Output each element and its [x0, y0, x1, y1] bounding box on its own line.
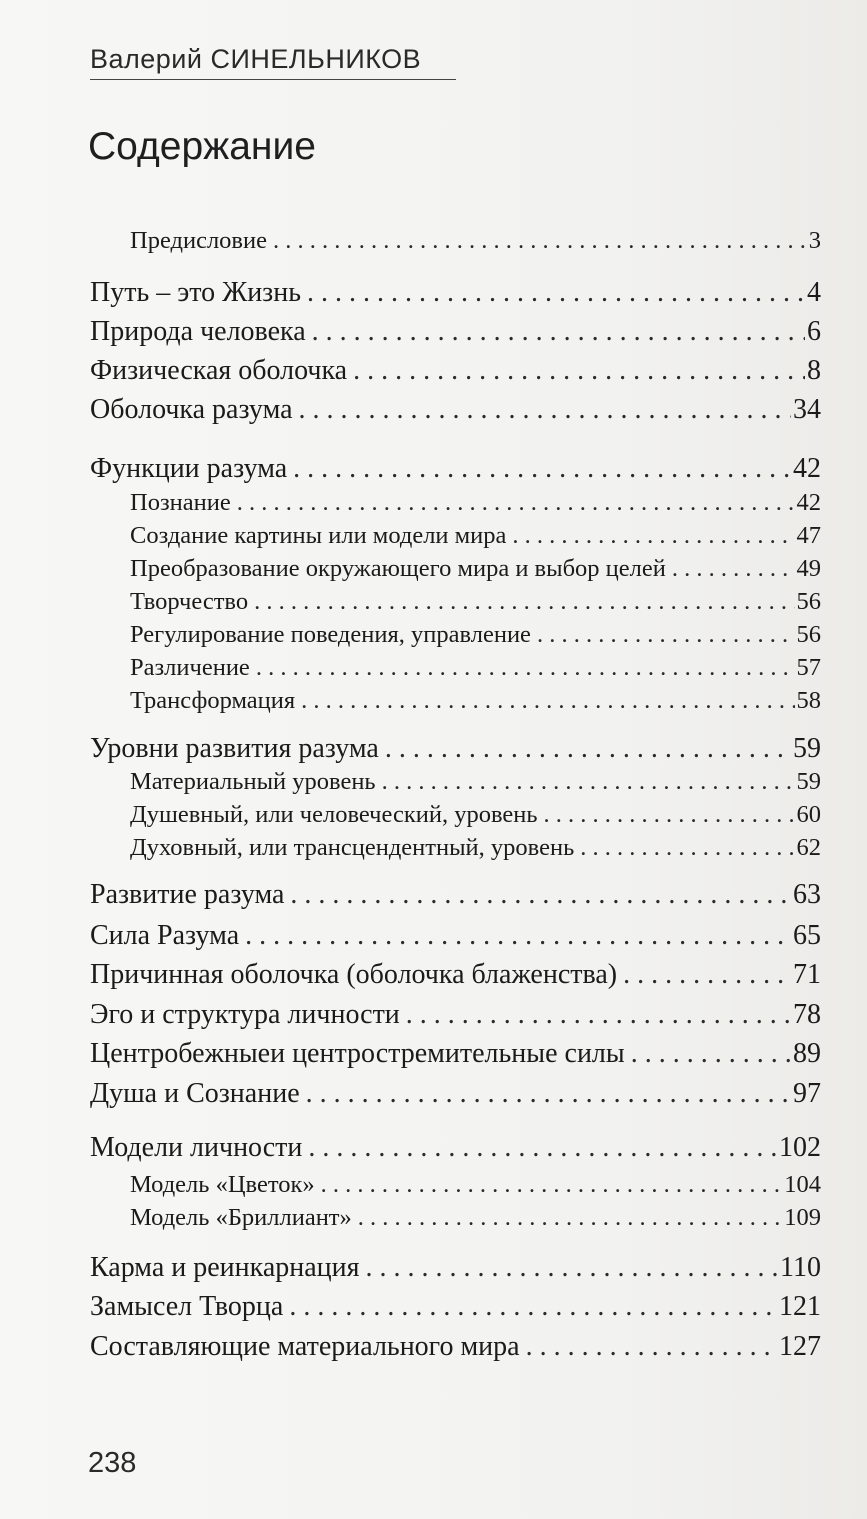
toc-entry: [130, 519, 821, 553]
toc-entry-page-number: 109: [784, 1204, 821, 1231]
toc-entry-page-number: 4: [807, 277, 821, 308]
toc-entry-page-number: 71: [793, 959, 821, 990]
toc-entry-title: Познание: [130, 489, 231, 516]
toc-entry: [90, 878, 821, 912]
toc-entry-title: Центробежныеи центростремительные силы: [90, 1038, 625, 1069]
toc-entry-title: Функции разума: [90, 453, 288, 484]
toc-leader-dots: [672, 552, 795, 586]
toc-entry-page-number: 58: [796, 687, 821, 714]
toc-leader-dots: [366, 1251, 779, 1285]
toc-leader-dots: [406, 998, 791, 1032]
toc-entry-title: Замысел Творца: [90, 1291, 284, 1322]
toc-entry-title: Путь – это Жизнь: [90, 277, 301, 308]
toc-leader-dots: [290, 878, 791, 912]
toc-leader-dots: [512, 519, 794, 553]
toc-leader-dots: [353, 354, 805, 388]
toc-entry: [90, 1037, 821, 1071]
toc-entry-title: Оболочка разума: [90, 394, 293, 425]
toc-entry: [130, 1168, 821, 1202]
toc-entry-page-number: 42: [796, 489, 821, 516]
toc-entry-title: Регулирование поведения, управление: [130, 621, 531, 648]
toc-entry: [90, 732, 821, 766]
toc-entry-page-number: 56: [796, 588, 821, 615]
toc-entry-page-number: 57: [796, 654, 821, 681]
toc-leader-dots: [537, 618, 795, 652]
toc-entry-title: Причинная оболочка (оболочка блаженства): [90, 959, 618, 990]
toc-entry-page-number: 102: [779, 1132, 821, 1163]
toc-entry-page-number: 65: [793, 920, 821, 951]
toc-entry-page-number: 121: [779, 1291, 821, 1322]
toc-entry-page-number: 59: [793, 733, 821, 764]
toc-leader-dots: [293, 452, 791, 486]
toc-entry-page-number: 59: [796, 768, 821, 795]
toc-entry: [90, 958, 821, 992]
toc-entry: [90, 1290, 821, 1324]
toc-entry: [130, 585, 821, 619]
toc-entry: [90, 1251, 821, 1285]
toc-leader-dots: [321, 1168, 783, 1202]
toc-entry: [90, 998, 821, 1032]
toc-entry-title: Эго и структура личности: [90, 999, 400, 1030]
toc-entry: [90, 1077, 821, 1111]
toc-leader-dots: [299, 393, 791, 427]
toc-leader-dots: [308, 1131, 777, 1165]
toc-entry: [130, 831, 821, 865]
page-number: 238: [88, 1447, 137, 1479]
toc-leader-dots: [237, 486, 795, 520]
page-title: Содержание: [88, 125, 316, 168]
toc-leader-dots: [289, 1290, 777, 1324]
toc-entry-page-number: 56: [796, 621, 821, 648]
toc-leader-dots: [307, 276, 805, 310]
toc-entry-title: Творчество: [130, 588, 249, 615]
toc-entry-title: Модели личности: [90, 1132, 303, 1163]
toc-entry-title: Модель «Бриллиант»: [130, 1204, 352, 1231]
toc-leader-dots: [306, 1077, 791, 1111]
toc-entry-title: Карма и реинкарнация: [90, 1252, 360, 1283]
running-header-author: Валерий СИНЕЛЬНИКОВ: [90, 44, 456, 80]
toc-leader-dots: [358, 1201, 782, 1235]
toc-entry: [90, 354, 821, 388]
toc-entry: [130, 798, 821, 832]
toc-entry-title: Преобразование окружающего мира и выбор целей: [130, 555, 666, 582]
toc-leader-dots: [273, 224, 807, 258]
toc-leader-dots: [544, 798, 795, 832]
toc-entry: [130, 486, 821, 520]
toc-entry: [130, 224, 821, 258]
toc-entry-page-number: 3: [808, 227, 821, 254]
toc-entry-page-number: 62: [796, 834, 821, 861]
toc-entry: [130, 651, 821, 685]
toc-entry-title: Физическая оболочка: [90, 355, 348, 386]
toc-leader-dots: [254, 585, 794, 619]
toc-entry-title: Природа человека: [90, 316, 306, 347]
toc-entry: [130, 552, 821, 586]
toc-entry-page-number: 49: [796, 555, 821, 582]
toc-entry: [90, 276, 821, 310]
toc-entry: [130, 684, 821, 718]
toc-entry: [130, 618, 821, 652]
toc-entry-page-number: 8: [807, 355, 821, 386]
toc-entry-page-number: 34: [793, 394, 821, 425]
toc-entry-page-number: 127: [779, 1331, 821, 1362]
toc-leader-dots: [580, 831, 794, 865]
toc-leader-dots: [526, 1330, 777, 1364]
toc-entry-title: Душа и Сознание: [90, 1078, 300, 1109]
toc-entry-page-number: 97: [793, 1078, 821, 1109]
toc-leader-dots: [301, 684, 794, 718]
toc-entry-page-number: 104: [784, 1171, 821, 1198]
toc-leader-dots: [245, 919, 791, 953]
toc-entry-title: Создание картины или модели мира: [130, 522, 507, 549]
toc-entry: [90, 315, 821, 349]
toc-entry-title: Духовный, или трансцендентный, уровень: [130, 834, 575, 861]
toc-entry-title: Материальный уровень: [130, 768, 376, 795]
toc-entry-title: Составляющие материального мира: [90, 1331, 520, 1362]
toc-leader-dots: [256, 651, 795, 685]
toc-entry: [130, 1201, 821, 1235]
toc-entry-page-number: 60: [796, 801, 821, 828]
toc-entry-title: Различение: [130, 654, 250, 681]
toc-entry-page-number: 63: [793, 879, 821, 910]
toc-entry-page-number: 89: [793, 1038, 821, 1069]
toc-entry: [90, 393, 821, 427]
toc-leader-dots: [312, 315, 805, 349]
toc-entry-page-number: 110: [780, 1252, 821, 1283]
toc-entry-page-number: 6: [807, 316, 821, 347]
toc-leader-dots: [385, 732, 791, 766]
toc-entry-page-number: 47: [796, 522, 821, 549]
toc-entry-title: Трансформация: [130, 687, 296, 714]
toc-entry-page-number: 78: [793, 999, 821, 1030]
toc-entry: [90, 1131, 821, 1165]
toc-entry-title: Душевный, или человеческий, уровень: [130, 801, 538, 828]
toc-entry-page-number: 42: [793, 453, 821, 484]
toc-entry: [90, 452, 821, 486]
toc-entry-title: Уровни развития разума: [90, 733, 379, 764]
toc-entry-title: Модель «Цветок»: [130, 1171, 315, 1198]
toc-entry: [130, 765, 821, 799]
toc-leader-dots: [631, 1037, 791, 1071]
toc-entry: [90, 919, 821, 953]
toc-entry-title: Сила Разума: [90, 920, 240, 951]
toc-entry-title: Предисловие: [130, 227, 267, 254]
toc-entry: [90, 1330, 821, 1364]
toc-leader-dots: [382, 765, 795, 799]
toc-entry-title: Развитие разума: [90, 879, 285, 910]
toc-leader-dots: [623, 958, 791, 992]
